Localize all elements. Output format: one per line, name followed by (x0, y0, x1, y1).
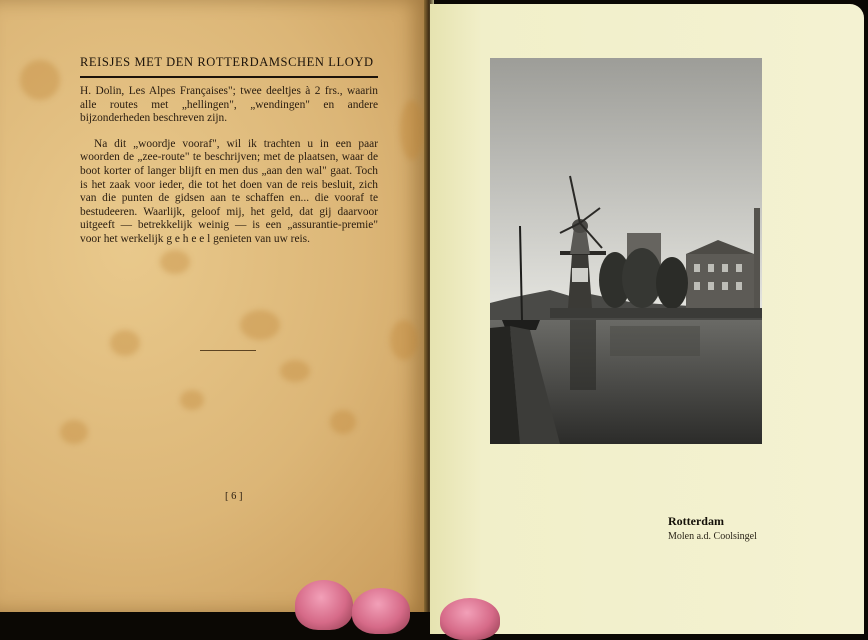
finger (440, 598, 500, 640)
finger (295, 580, 353, 630)
decorative-dash (200, 350, 256, 351)
header-rule (80, 76, 378, 78)
page-number: [ 6 ] (225, 491, 243, 502)
windmill-canal-photo (490, 58, 762, 444)
finger (352, 588, 410, 634)
running-header: REISJES MET DEN ROTTERDAMSCHEN LLOYD (80, 55, 374, 69)
left-page (0, 0, 428, 612)
paragraph-1: H. Dolin, Les Alpes Françaises"; twee deeltjes à 2 frs., waarin alle routes met „hellingen", „wendingen" en andere bijzonderheden beschreven zijn. (80, 85, 378, 125)
paragraph-2: Na dit „woordje vooraf", wil ik trachten u in een paar woorden de „zee-route" te beschrijven; met de plaatsen, waar de boot korter of langer blijft en men dus „aan den wal" gaat. Toch is het zaak voor ieder, die tot het doen van de reis besluit, zich van die punten de gidsen aan te schaffen en... die vooraf te bestudeeren. Waarlijk, geloof mij, het geld, dat gij daarvoor uitgeeft — betrekkelijk weinig — is een „assurantie-premie" voor het werkelijk g e h e e l genieten van uw reis. (80, 137, 378, 245)
caption-title: Rotterdam (668, 514, 724, 528)
caption-subtitle: Molen a.d. Coolsingel (668, 531, 757, 542)
body-text (80, 85, 378, 247)
